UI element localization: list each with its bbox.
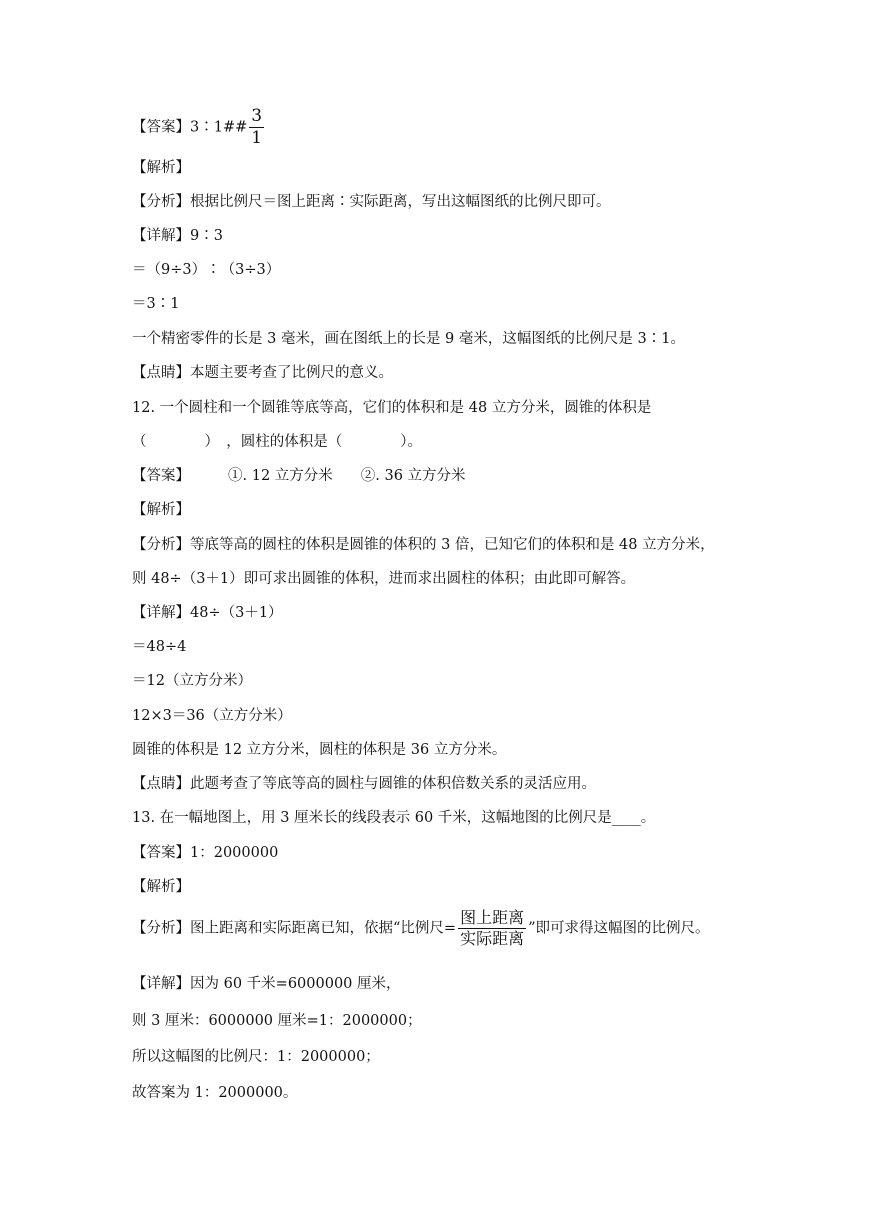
q12-answer-1: ①. 12 立方分米 — [228, 468, 333, 484]
q11-dianjing: 【点睛】本题主要考查了比例尺的意义。 — [132, 365, 393, 381]
q11-answer — [132, 108, 266, 147]
q11-answer-fraction — [249, 108, 264, 147]
q13-jiexi: 【解析】 — [132, 879, 190, 895]
q13-fenxi-prefix: 【分析】图上距离和实际距离已知，依据“比例尺= — [132, 920, 457, 937]
q13-xiangjie-2: 则 3 厘米：6000000 厘米=1：2000000； — [132, 1013, 422, 1029]
q11-xiangjie-2: ＝（9÷3）∶（3÷3） — [132, 262, 281, 278]
q13-xiangjie-3: 所以这幅图的比例尺：1：2000000； — [132, 1049, 380, 1065]
q11-fraction-denominator: 1 — [251, 128, 263, 148]
q12-dianjing: 【点睛】此题考查了等底等高的圆柱与圆锥的体积倍数关系的灵活应用。 — [132, 776, 596, 792]
q13-xiangjie-4: 故答案为 1：2000000。 — [132, 1085, 298, 1101]
q11-conclusion: 一个精密零件的长是 3 毫米，画在图纸上的长是 9 毫米，这幅图纸的比例尺是 3∶1。 — [132, 331, 685, 347]
q12-jiexi: 【解析】 — [132, 502, 190, 518]
q11-answer-text: 【答案】3∶1## — [132, 119, 248, 136]
q13-fraction-numerator: 图上距离 — [460, 908, 525, 927]
q12-answer — [132, 466, 466, 486]
q12-xiangjie-4: 12×3＝36（立方分米） — [132, 708, 292, 724]
q12-xiangjie-1: 【详解】48÷（3＋1） — [132, 605, 283, 621]
q11-xiangjie-1: 【详解】9∶3 — [132, 228, 223, 244]
q11-fenxi: 【分析】根据比例尺＝图上距离∶实际距离，写出这幅图纸的比例尺即可。 — [132, 194, 611, 210]
q13-fenxi-suffix: ”即可求得这幅图的比例尺。 — [528, 920, 710, 937]
q13-fenxi — [132, 910, 710, 947]
q11-xiangjie-3: ＝3∶1 — [132, 296, 180, 312]
q12-fenxi-1: 【分析】等底等高的圆柱的体积是圆锥的体积的 3 倍，已知它们的体积和是 48 立方分米， — [132, 537, 715, 553]
q11-jiexi: 【解析】 — [132, 160, 190, 176]
q13-answer: 【答案】1：2000000 — [132, 845, 279, 861]
q12-answer-2: ②. 36 立方分米 — [360, 468, 466, 484]
q13-xiangjie-1: 【详解】因为 60 千米=6000000 厘米， — [132, 976, 401, 992]
q13-scale-fraction — [458, 910, 526, 947]
q12-fenxi-2: 则 48÷（3＋1）即可求出圆锥的体积，进而求出圆柱的体积；由此即可解答。 — [132, 571, 636, 587]
q11-fraction-numerator: 3 — [251, 106, 263, 126]
q12-question-line-2: （ ） ，圆柱的体积是（ ）。 — [132, 434, 422, 450]
q12-xiangjie-3: ＝12（立方分米） — [132, 673, 252, 689]
q12-xiangjie-2: ＝48÷4 — [132, 639, 187, 655]
q12-question-line-1: 12. 一个圆柱和一个圆锥等底等高，它们的体积和是 48 立方分米，圆锥的体积是 — [132, 400, 652, 416]
q12-answer-label: 【答案】 — [132, 468, 190, 484]
q12-conclusion: 圆锥的体积是 12 立方分米，圆柱的体积是 36 立方分米。 — [132, 742, 507, 758]
q13-question: 13. 在一幅地图上，用 3 厘米长的线段表示 60 千米，这幅地图的比例尺是____。 — [132, 810, 656, 826]
q13-fraction-denominator: 实际距离 — [460, 929, 525, 948]
